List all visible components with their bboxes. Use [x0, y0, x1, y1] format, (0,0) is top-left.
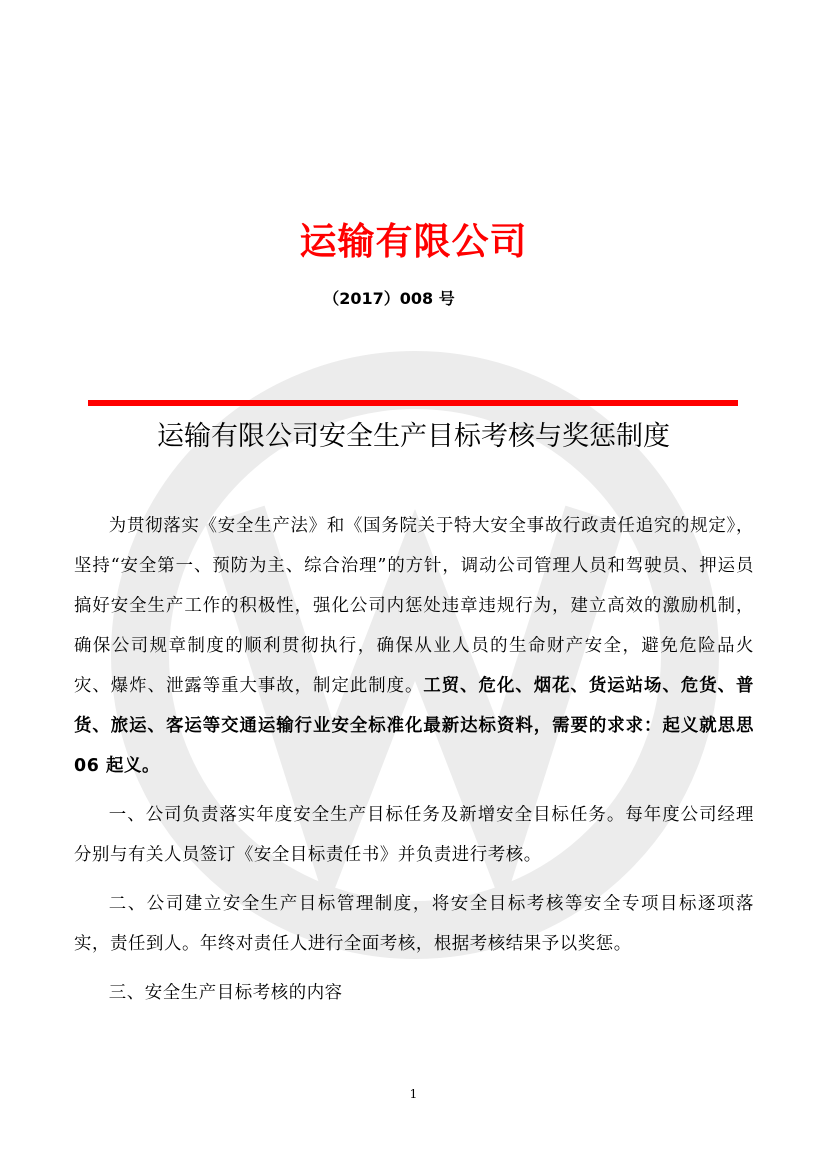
- document-body: [74, 506, 754, 1013]
- intro-text: 为贯彻落实《安全生产法》和《国务院关于特大安全事故行政责任追究的规定》，坚持“安全第一、预防为主、综合治理”的方针，调动公司管理人员和驾驶员、押运员搞好安全生产工作的积极性，强化公司内惩处违章违规行为，建立高效的激励机制，确保公司规章制度的顺利贯彻执行，确保从业人员的生命财产安全，避免危险品火灾、爆炸、泄露等重大事故，制定此制度。: [74, 516, 754, 696]
- red-divider: [88, 400, 738, 406]
- paragraph-3: 三、安全生产目标考核的内容: [108, 983, 343, 1003]
- paragraph-2: 二、公司建立安全生产目标管理制度，将安全目标考核等安全专项目标逐项落实，责任到人。年终对责任人进行全面考核，根据考核结果予以奖惩。: [74, 894, 754, 954]
- doc-number: （2017）008 号: [323, 289, 455, 308]
- intro-paragraph: [74, 506, 754, 786]
- document-title: 运输有限公司安全生产目标考核与奖惩制度: [157, 421, 670, 452]
- org-title: 运输有限公司: [299, 220, 528, 263]
- paragraph-1: 一、公司负责落实年度安全生产目标任务及新增安全目标任务。每年度公司经理分别与有关人员签订《安全目标责任书》并负责进行考核。: [74, 805, 754, 865]
- intro-bold-text: 工贸、危化、烟花、货运站场、危货、普货、旅运、客运等交通运输行业安全标准化最新达标资料，需要的求求：起义就思思 06 起义。: [74, 676, 754, 776]
- page-number: 1: [409, 1087, 418, 1101]
